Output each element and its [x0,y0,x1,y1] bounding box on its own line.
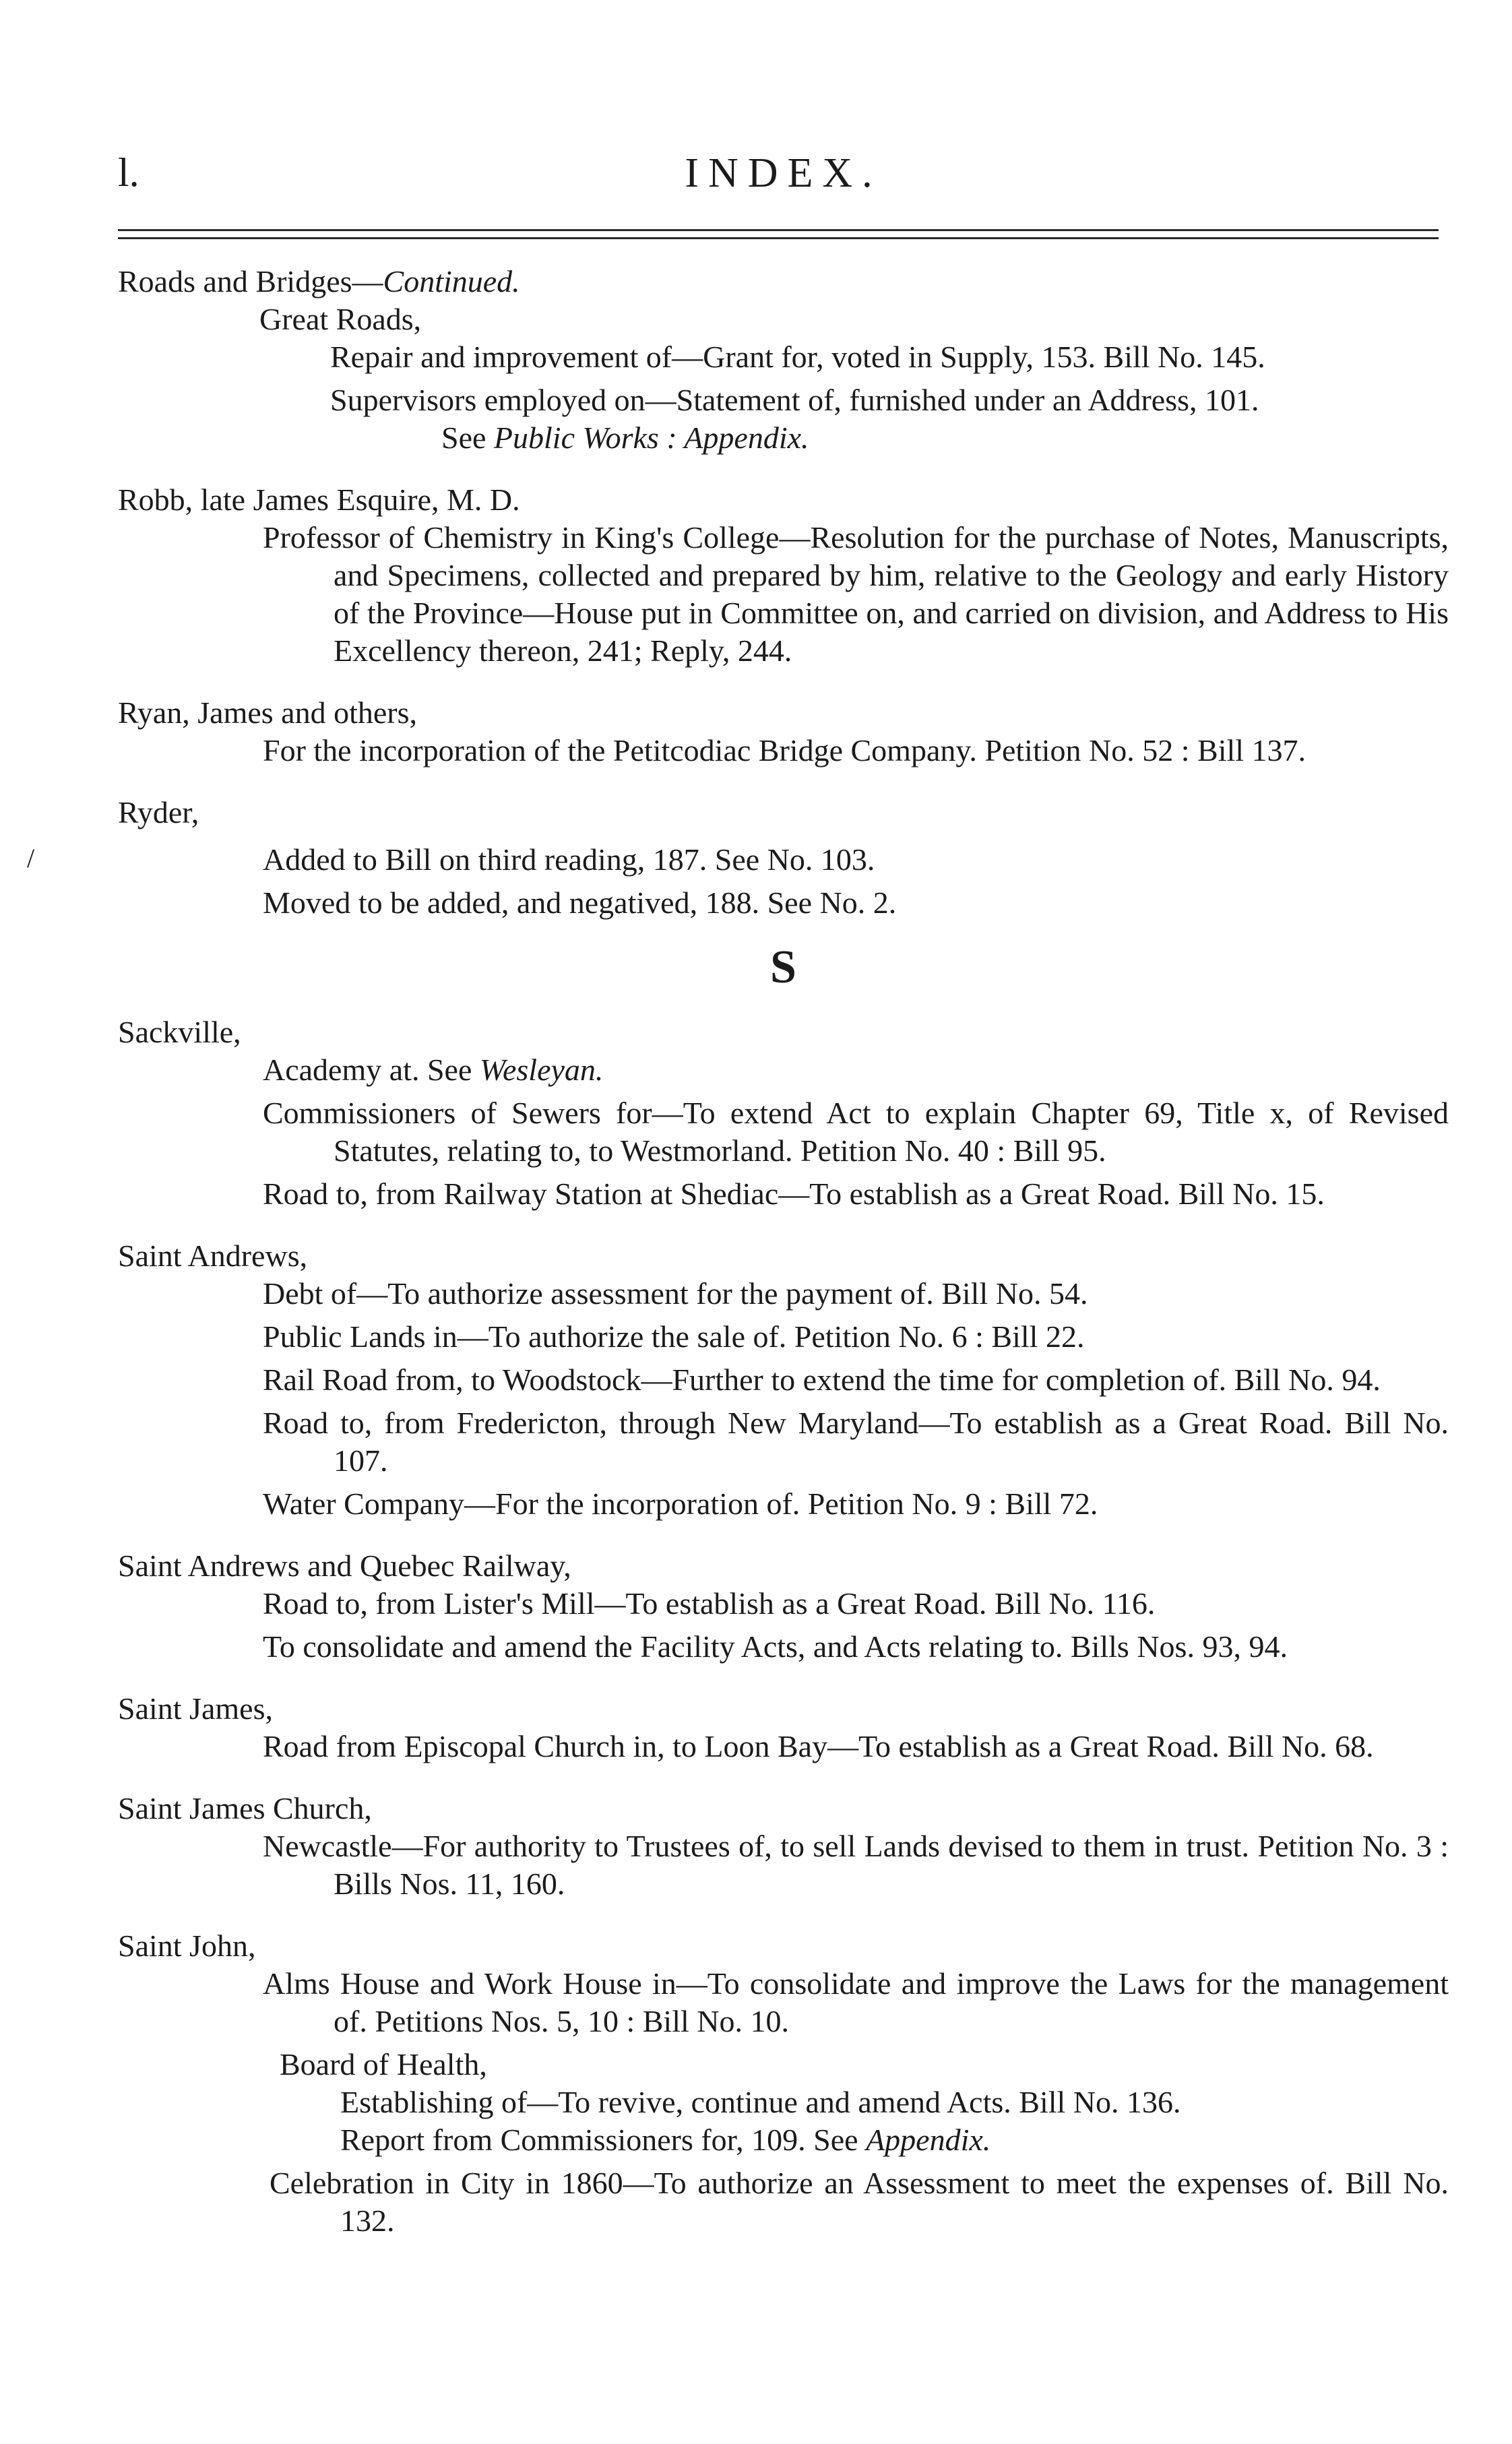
entry-heading: Ryan, James and others, [118,695,418,730]
heading-continued: Continued. [383,264,520,299]
entry-ryan [118,694,1449,770]
index-item: Moved to be added, and negatived, 188. See No. 2. [263,885,897,920]
index-item: Celebration in City in 1860—To authorize an Assessment to meet the expenses of. Bill No. 132. [270,2166,1449,2238]
index-item: Rail Road from, to Woodstock—Further to extend the time for completion of. Bill No. 94. [263,1362,1381,1397]
see-prefix: See [441,420,486,455]
entry-saint-andrews-quebec-railway [118,1547,1449,1666]
index-item: Road to, from Railway Station at Shediac—To establish as a Great Road. Bill No. 15. [263,1177,1325,1211]
item-text: Report from Commissioners for, 109. See [340,2123,858,2157]
header-rule-bottom [118,237,1439,239]
entry-heading: Saint Andrews, [118,1239,308,1273]
see-target: Appendix. [866,2123,991,2157]
entry-heading: Sackville, [118,1015,241,1049]
entry-heading: Saint James, [118,1691,273,1726]
item-text: Academy at. See [263,1053,472,1087]
entry-heading: Saint John, [118,1929,256,1963]
header-rule-top [118,229,1439,231]
entry-saint-john [118,1927,1449,2240]
index-item [340,2121,1449,2159]
running-title: INDEX. [685,150,882,196]
see-reference [401,419,1449,457]
index-content [118,263,1449,2264]
subheading-board-of-health: Board of Health, [280,2047,487,2081]
index-item: Repair and improvement of—Grant for, voted in Supply, 153. Bill No. 145. [330,340,1265,374]
index-item: Road to, from Fredericton, through New Maryland—To establish as a Great Road. Bill No. 107. [263,1406,1449,1478]
entry-saint-james-church [118,1790,1449,1903]
entry-sackville [118,1013,1449,1213]
page-header [118,150,1449,210]
index-item: Newcastle—For authority to Trustees of, to sell Lands devised to them in trust. Petition No. 3 : Bills Nos. 11, 160. [263,1829,1449,1901]
index-item: Professor of Chemistry in King's College—Resolution for the purchase of Notes, Manuscripts, and Specimens, collected and prepared by him, relative to the Geology and early History of the Province—House put in Committee on, and carried on division, and Address to His Excellency thereon, 241; Reply, 244. [263,520,1449,668]
index-item: To consolidate and amend the Facility Acts, and Acts relating to. Bills Nos. 93, 94. [263,1629,1288,1664]
entry-heading: Robb, late James Esquire, M. D. [118,482,520,517]
entry-heading [118,263,1449,301]
margin-mark: / [27,843,35,873]
heading-text: Roads and Bridges— [118,264,383,299]
entry-saint-james [118,1690,1449,1765]
index-item [263,1051,1449,1089]
see-target: Wesleyan. [479,1053,604,1087]
index-item: Supervisors employed on—Statement of, furnished under an Address, 101. [330,383,1259,417]
page-number: l. [118,150,139,195]
entry-saint-andrews [118,1237,1449,1523]
section-letter: S [770,941,796,993]
entry-robb [118,481,1449,670]
see-target: Public Works : Appendix. [493,420,809,455]
entry-ryder [118,794,1449,922]
index-item: Public Lands in—To authorize the sale of. Petition No. 6 : Bill 22. [263,1319,1085,1354]
entry-roads-and-bridges [118,263,1449,457]
index-item: Commissioners of Sewers for—To extend Act to explain Chapter 69, Title x, of Revised Statutes, relating to, to Westmorland. Petition No. 40 : Bill 95. [263,1096,1449,1168]
index-item: Water Company—For the incorporation of. Petition No. 9 : Bill 72. [263,1486,1098,1521]
entry-heading: Saint Andrews and Quebec Railway, [118,1548,571,1583]
index-item: Alms House and Work House in—To consolidate and improve the Laws for the management of. Petitions Nos. 5, 10 : Bill No. 10. [263,1966,1449,2038]
index-item: Debt of—To authorize assessment for the payment of. Bill No. 54. [263,1276,1088,1311]
index-item: Road to, from Lister's Mill—To establish as a Great Road. Bill No. 116. [263,1586,1156,1621]
index-item: For the incorporation of the Petitcodiac Bridge Company. Petition No. 52 : Bill 137. [263,733,1306,767]
index-item: Added to Bill on third reading, 187. See No. 103. [263,842,875,877]
entry-heading: Saint James Church, [118,1791,372,1825]
index-item: Road from Episcopal Church in, to Loon Bay—To establish as a Great Road. Bill No. 68. [263,1729,1374,1763]
entry-heading: Ryder, [118,795,199,829]
index-item: Establishing of—To revive, continue and amend Acts. Bill No. 136. [340,2085,1181,2119]
subheading-great-roads: Great Roads, [259,302,422,336]
